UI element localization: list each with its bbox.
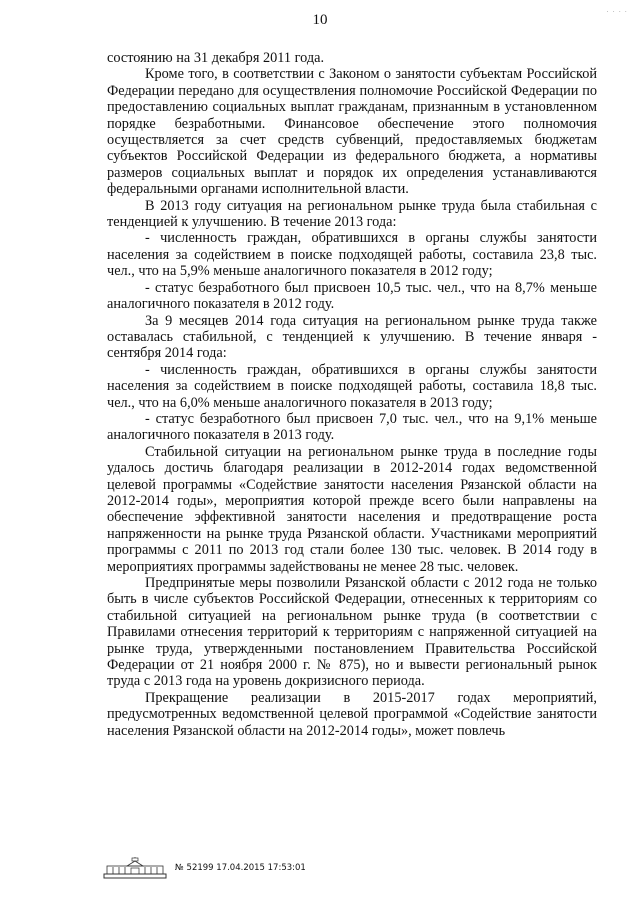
paragraph: - статус безработного был присвоен 7,0 тыс. чел., что на 9,1% меньше аналогичного показателя в 2013 году. [107,410,597,444]
paragraph: Стабильной ситуации на региональном рынке труда в последние годы удалось достичь благодаря реализации в 2012-2014 годах ведомственной целевой программы «Содействие занятости населения Рязанской области на 2012-2014 годы», мероприятия которой прежде всего были направлены на обеспечение эффективной занятости населения и предотвращение роста напряженности на рынке труда Рязанской области. Участниками мероприятий программы с 2011 по 2013 год стали более 130 тыс. человек. В 2014 году в мероприятиях программы задействованы не менее 28 тыс. человек. [107,443,597,575]
parliament-building-icon [103,857,167,879]
paragraph: - статус безработного был присвоен 10,5 тыс. чел., что на 8,7% меньше аналогичного показателя в 2012 году. [107,279,597,313]
document-footer [103,856,306,880]
paragraph: Кроме того, в соответствии с Законом о занятости субъектам Российской Федерации передано для осуществления полномочие Российской Федерации по предоставлению социальных выплат гражданам, признанным в установленном порядке безработными. Финансовое обеспечение этого полномочия осуществляется за счет средств субвенций, предоставляемых бюджетам субъектов Российской Федерации из федерального бюджета, а нормативы размеров социальных выплат и порядок их определения устанавливаются федеральными органами исполнительной власти. [107,66,597,198]
document-body [107,50,597,739]
page-number: 10 [312,12,328,28]
paragraph: За 9 месяцев 2014 года ситуация на региональном рынке труда также оставалась стабильной, с тенденцией к улучшению. В течение января - сентября 2014 года: [107,312,597,362]
corner-mark: · · · · [606,8,628,16]
paragraph: - численность граждан, обратившихся в органы службы занятости населения за содействием в поиске подходящей работы, составила 18,8 тыс. чел., что на 6,0% меньше аналогичного показателя в 2013 году; [107,361,597,411]
paragraph: Предпринятые меры позволили Рязанской области с 2012 года не только быть в числе субъектов Российской Федерации, отнесенных к территориям со стабильной ситуацией на региональном рынке труда (в соответствии с Правилами отнесения территорий к территориям с напряженной ситуацией на рынке труда, утвержденными постановлением Правительства Российской Федерации от 21 ноября 2000 г. № 875), но и вывести региональный рынок труда с 2013 года на уровень докризисного периода. [107,575,597,690]
paragraph: состоянию на 31 декабря 2011 года. [107,50,325,66]
registration-stamp-text: № 52199 17.04.2015 17:53:01 [175,863,306,873]
paragraph: - численность граждан, обратившихся в органы службы занятости населения за содействием в поиске подходящей работы, составила 23,8 тыс. чел., что на 5,9% меньше аналогичного показателя в 2012 году; [107,230,597,280]
paragraph: Прекращение реализации в 2015-2017 годах мероприятий, предусмотренных ведомственной целевой программой «Содействие занятости населения Рязанской области на 2012-2014 годы», может повлечь [107,689,597,739]
paragraph: В 2013 году ситуация на региональном рынке труда была стабильная с тенденцией к улучшению. В течение 2013 года: [107,197,597,231]
